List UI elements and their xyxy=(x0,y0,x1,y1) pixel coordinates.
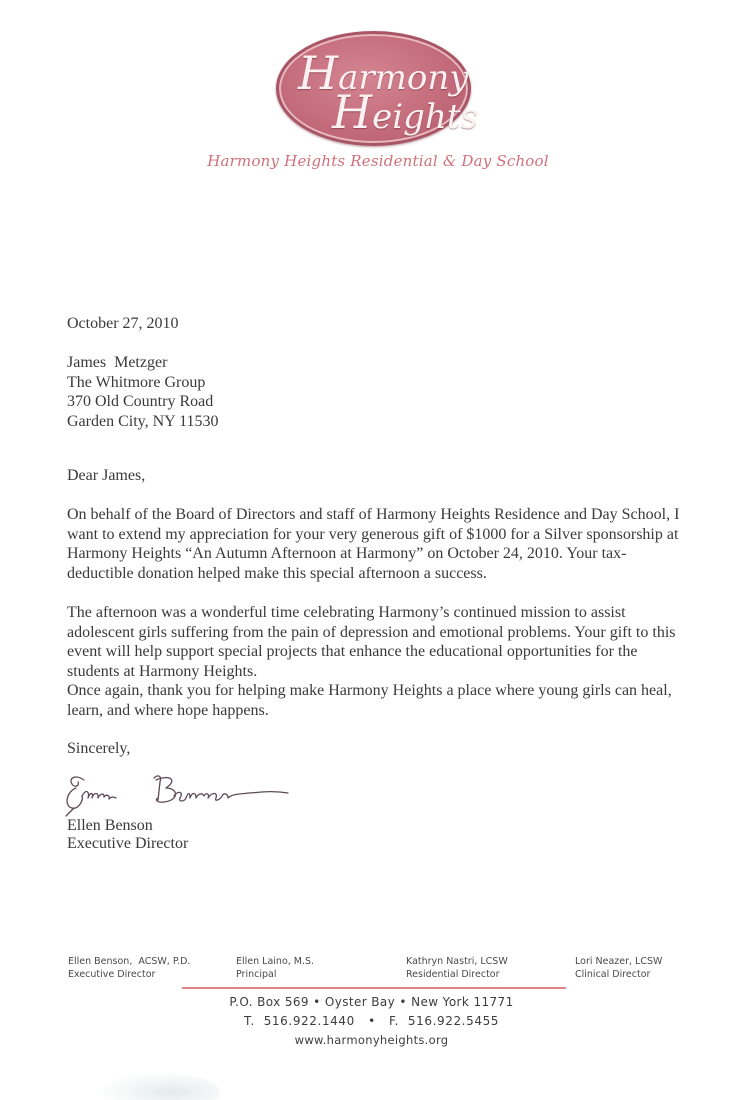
recipient-company: The Whitmore Group xyxy=(67,373,206,391)
signer-title: Executive Director xyxy=(67,835,189,852)
logo-text-heights xyxy=(332,85,478,139)
recipient-city: Garden City, NY 11530 xyxy=(67,412,219,430)
staff-member xyxy=(68,955,190,981)
letterhead xyxy=(0,0,743,190)
staff-member xyxy=(236,955,314,981)
logo-initial-h2: H xyxy=(332,85,373,139)
staff-name: Lori Neazer, LCSW xyxy=(575,956,663,967)
signer-name: Ellen Benson xyxy=(67,817,153,834)
logo-word-heights: eights xyxy=(372,97,478,137)
body-paragraph-3: Once again, thank you for helping make Harmony Heights a place where young girls can heal, learn, and where hope happens. xyxy=(67,682,672,719)
closing: Sincerely, xyxy=(67,740,131,757)
staff-title: Principal xyxy=(236,969,277,980)
staff-title: Executive Director xyxy=(68,969,156,980)
footer-address: P.O. Box 569 • Oyster Bay • New York 11771 xyxy=(229,995,514,1009)
staff-title: Clinical Director xyxy=(575,969,651,980)
staff-title: Residential Director xyxy=(406,969,500,980)
logo-initial-h: H xyxy=(298,46,339,100)
school-tagline: Harmony Heights Residential & Day School xyxy=(207,152,549,170)
signature-icon xyxy=(62,770,292,818)
body-paragraph-2: The afternoon was a wonderful time celebrating Harmony’s continued mission to assist adolescent girls suffering from the pain of depression and emotional problems. Your gift to this event will help support special projects that enhance the educational opportunities for the students at Harmony Heights. xyxy=(67,604,676,680)
recipient-name: James Metzger xyxy=(67,354,168,371)
body-paragraph-1: On behalf of the Board of Directors and staff of Harmony Heights Residence and Day School, I want to extend my appreciation for your very generous gift of $1000 for a Silver sponsorship at Harmony Heights “An Autumn Afternoon at Harmony” on October 24, 2010. Your tax-deductible donation helped make this special afternoon a success. xyxy=(67,506,680,582)
salutation: Dear James, xyxy=(67,467,146,484)
scan-artifact xyxy=(100,1072,220,1100)
staff-name: Ellen Benson, ACSW, P.D. xyxy=(68,956,191,967)
footer-divider xyxy=(182,987,566,989)
staff-member xyxy=(406,955,508,981)
staff-member xyxy=(575,955,662,981)
footer-phone: T. 516.922.1440 • F. 516.922.5455 xyxy=(243,1014,500,1028)
recipient-address xyxy=(67,353,219,431)
footer-website: www.harmonyheights.org xyxy=(294,1033,449,1047)
staff-name: Ellen Laino, M.S. xyxy=(236,956,315,967)
letter-date: October 27, 2010 xyxy=(67,315,179,332)
recipient-street: 370 Old Country Road xyxy=(67,393,214,410)
staff-name: Kathryn Nastri, LCSW xyxy=(406,956,508,967)
logo-word-harmony: armony xyxy=(338,58,469,98)
